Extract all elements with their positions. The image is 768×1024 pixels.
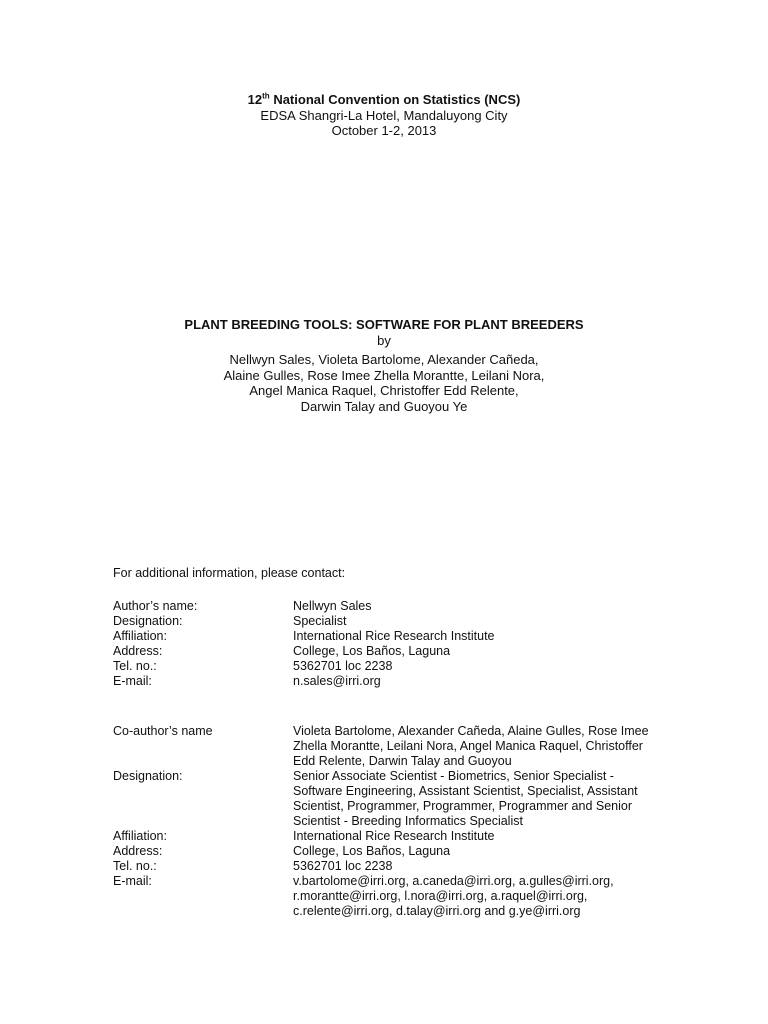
coauthor-designation-line: Senior Associate Scientist - Biometrics, Senior Specialist -: [293, 769, 614, 783]
coauthor-email-value: [293, 874, 673, 919]
convention-venue: EDSA Shangri-La Hotel, Mandaluyong City: [260, 107, 508, 123]
author-tel-row: [113, 659, 673, 674]
convention-number: 12: [247, 92, 263, 107]
convention-ordinal-suffix: th: [262, 91, 270, 101]
row-label: Affiliation:: [113, 629, 167, 643]
coauthor-tel-row: [113, 859, 673, 874]
author-address-value: College, Los Baños, Laguna: [293, 644, 451, 658]
row-label: Tel. no.:: [113, 659, 157, 673]
coauthor-contact-table: [113, 724, 673, 919]
author-email-value[interactable]: n.sales@irri.org: [293, 674, 381, 688]
author-contact-table: [113, 599, 673, 689]
row-label: Designation:: [113, 769, 183, 783]
paper-header: [0, 317, 768, 414]
authors-line: Darwin Talay and Guoyou Ye: [300, 398, 468, 414]
row-label: Tel. no.:: [113, 859, 157, 873]
coauthor-designation-line: Scientist, Programmer, Programmer, Programmer and Senior: [293, 799, 633, 813]
convention-title: [0, 92, 768, 108]
coauthor-address-value: College, Los Baños, Laguna: [293, 844, 451, 858]
convention-date: October 1-2, 2013: [331, 123, 437, 138]
author-email-row: [113, 674, 673, 689]
author-name-row: [113, 599, 673, 614]
coauthor-designation-row: [113, 769, 673, 829]
author-designation-row: [113, 614, 673, 629]
coauthor-designation-value: [293, 769, 673, 829]
row-label: Address:: [113, 844, 163, 858]
contact-intro: For additional information, please contact:: [113, 566, 346, 580]
authors-line: Alaine Gulles, Rose Imee Zhella Morantte, Leilani Nora,: [223, 367, 545, 383]
paper-title: PLANT BREEDING TOOLS: SOFTWARE FOR PLANT BREEDERS: [184, 317, 584, 332]
coauthor-affiliation-row: [113, 829, 673, 844]
coauthor-designation-line: Scientist - Breeding Informatics Specialist: [293, 814, 523, 828]
author-name-value: Nellwyn Sales: [293, 599, 372, 613]
authors-line: Nellwyn Sales, Violeta Bartolome, Alexander Cañeda,: [229, 352, 539, 367]
coauthor-email-line[interactable]: v.bartolome@irri.org, a.caneda@irri.org, a.gulles@irri.org,: [293, 874, 614, 888]
author-address-row: [113, 644, 673, 659]
coauthor-designation-line: Software Engineering, Assistant Scientist, Specialist, Assistant: [293, 784, 638, 798]
author-affiliation-value: International Rice Research Institute: [293, 629, 495, 643]
author-designation-value: Specialist: [293, 614, 347, 628]
authors-line: Angel Manica Raquel, Christoffer Edd Relente,: [249, 383, 519, 398]
coauthor-names-line: Zhella Morantte, Leilani Nora, Angel Manica Raquel, Christoffer: [293, 739, 643, 753]
row-label: E-mail:: [113, 674, 152, 688]
row-label: E-mail:: [113, 874, 152, 888]
paper-by: by: [377, 332, 391, 348]
coauthor-address-row: [113, 844, 673, 859]
author-affiliation-row: [113, 629, 673, 644]
coauthor-tel-value: 5362701 loc 2238: [293, 859, 393, 873]
row-label: Address:: [113, 644, 163, 658]
row-label: Co-author’s name: [113, 724, 213, 738]
convention-header: [0, 92, 768, 139]
coauthor-names-line: Violeta Bartolome, Alexander Cañeda, Alaine Gulles, Rose Imee: [293, 724, 649, 738]
coauthor-names-line: Edd Relente, Darwin Talay and Guoyou: [293, 754, 512, 768]
row-label: Affiliation:: [113, 829, 167, 843]
convention-name: National Convention on Statistics (NCS): [269, 92, 521, 107]
coauthor-names-value: [293, 724, 673, 769]
coauthor-name-row: [113, 724, 673, 769]
coauthor-affiliation-value: International Rice Research Institute: [293, 829, 495, 843]
row-label: Author’s name:: [113, 599, 198, 613]
coauthor-email-row: [113, 874, 673, 919]
coauthor-email-line[interactable]: r.morantte@irri.org, l.nora@irri.org, a.raquel@irri.org,: [293, 889, 588, 903]
coauthor-email-line[interactable]: c.relente@irri.org, d.talay@irri.org and g.ye@irri.org: [293, 904, 581, 918]
row-label: Designation:: [113, 614, 183, 628]
author-tel-value: 5362701 loc 2238: [293, 659, 393, 673]
